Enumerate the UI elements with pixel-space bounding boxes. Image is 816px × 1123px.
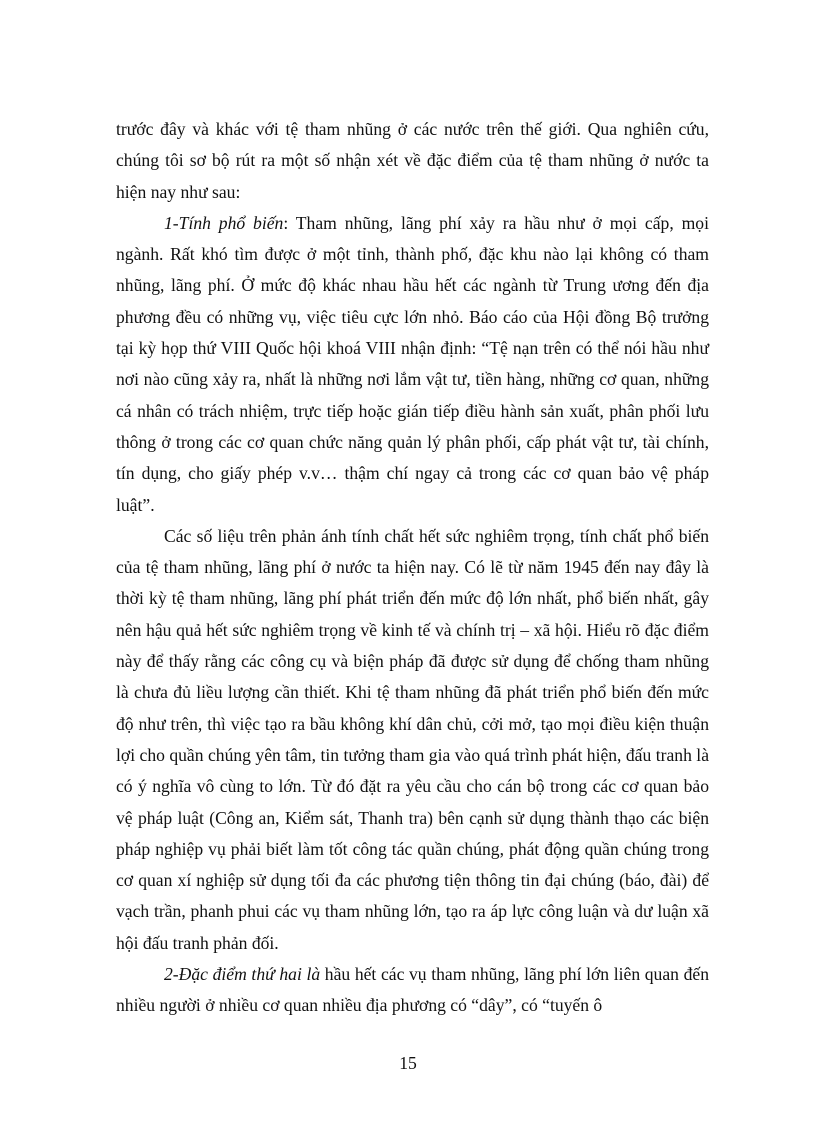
page-number: 15	[399, 1053, 417, 1073]
paragraph-lead: 1-Tính phổ biến	[164, 212, 284, 233]
paragraph-text: : Tham nhũng, lãng phí xảy ra hầu như ở mọi cấp, mọi ngành. Rất khó tìm được ở một tỉnh, thành phố, đặc khu nào lại không có tham nhũng, lãng phí. Ở mức độ khác nhau hầu hết các ngành từ Trung ương đến địa phương đều có những vụ, việc tiêu cực lớn nhỏ. Báo cáo của Hội đồng Bộ trưởng tại kỳ họp thứ VIII Quốc hội khoá VIII nhận định: “Tệ nạn trên có thể nói hầu như nơi nào cũng xảy ra, nhất là những nơi lắm vật tư, tiền hàng, những cơ quan, những cá nhân có trách nhiệm, trực tiếp hoặc gián tiếp điều hành sản xuất, phân phối lưu thông ở trong các cơ quan chức năng quản lý phân phối, cấp phát vật tư, tài chính, tín dụng, cho giấy phép v.v… thậm chí ngay cả trong các cơ quan bảo vệ pháp luật”.	[116, 212, 709, 515]
paragraph-continuation	[116, 114, 709, 208]
paragraph-text: hầu hết các vụ tham nhũng, lãng phí lớn liên quan đến nhiều người ở nhiều cơ quan nhiều địa phương có “dây”, có “tuyến ô	[116, 964, 709, 1016]
paragraph-second-characteristic	[116, 959, 709, 1022]
paragraph-text: Các số liệu trên phản ánh tính chất hết sức nghiêm trọng, tính chất phổ biến của tệ tham nhũng, lãng phí ở nước ta hiện nay. Có lẽ từ năm 1945 đến nay đây là thời kỳ tệ tham nhũng, lãng phí phát triển đến mức độ lớn nhất, phổ biến nhất, gây nên hậu quả hết sức nghiêm trọng về kinh tế và chính trị – xã hội. Hiểu rõ đặc điểm này để thấy rằng các công cụ và biện pháp đã được sử dụng để chống tham nhũng là chưa đủ liều lượng cần thiết. Khi tệ tham nhũng đã phát triển phổ biến đến mức độ như trên, thì việc tạo ra bầu không khí dân chủ, cởi mở, tạo mọi điều kiện thuận lợi cho quần chúng yên tâm, tin tưởng tham gia vào quá trình phát hiện, đấu tranh là có ý nghĩa vô cùng to lớn. Từ đó đặt ra yêu cầu cho cán bộ trong các cơ quan bảo vệ pháp luật (Công an, Kiểm sát, Thanh tra) bên cạnh sử dụng thành thạo các biện pháp nghiệp vụ phải biết làm tốt công tác quần chúng, phát động quần chúng trong cơ quan xí nghiệp sử dụng tối đa các phương tiện thông tin đại chúng (báo, đài) để vạch trần, phanh phui các vụ tham nhũng lớn, tạo ra áp lực công luận và dư luận xã hội đấu tranh phản đối.	[116, 525, 709, 953]
paragraph-universality	[116, 208, 709, 521]
document-page	[116, 114, 709, 1022]
paragraph-analysis	[116, 521, 709, 959]
paragraph-lead: 2-Đặc điểm thứ hai là	[164, 964, 321, 985]
paragraph-text: trước đây và khác với tệ tham nhũng ở các nước trên thế giới. Qua nghiên cứu, chúng tôi sơ bộ rút ra một số nhận xét về đặc điểm của tệ tham nhũng ở nước ta hiện nay như sau:	[116, 119, 709, 202]
